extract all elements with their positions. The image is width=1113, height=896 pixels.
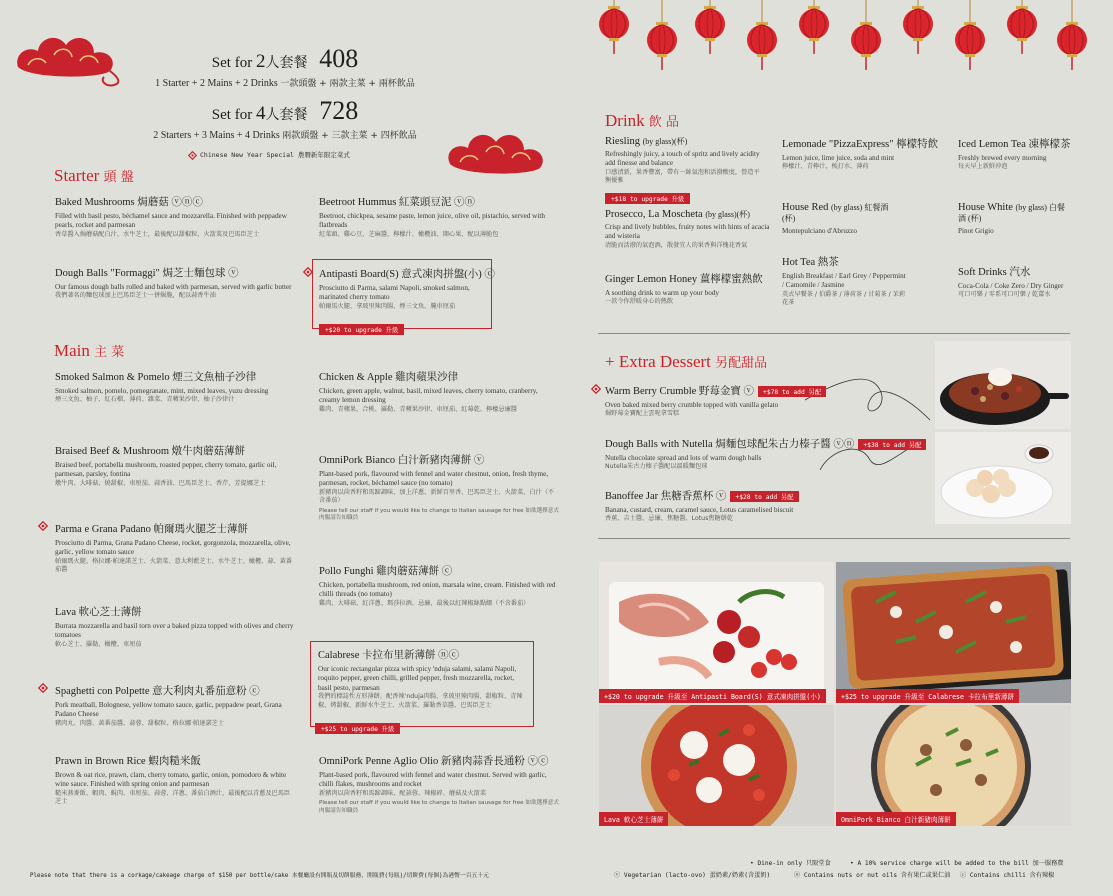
menu-item <box>782 202 892 236</box>
menu-item <box>318 647 528 710</box>
item-desc: A soothing drink to warm up your body <box>605 289 719 297</box>
item-desc: Chicken, green apple, walnut, basil, mixed leaves, cherry tomato, cranberry, creamy lemon dressing <box>319 387 538 405</box>
item-desc-zh: 我們著名的麵包球加上巴馬臣芝士一併焗脆，配以蒜香牛油 <box>55 292 216 300</box>
item-desc: Brown & oat rice, prawn, clam, cherry tomato, garlic, onion, pomodoro & white wine sauce. Finished with spring onion and parmesan <box>55 771 287 789</box>
set-4-detail-zh: 兩款頭盤 + 三款主菜 + 四杯飲品 <box>282 131 417 141</box>
item-desc: Braised beef, portabella mushroom, roasted pepper, cherry tomato, garlic oil, parmesan, parsley, fontina <box>55 461 277 479</box>
set-2-header <box>120 44 450 89</box>
lantern-icon <box>955 0 985 70</box>
photo-caption: +$20 to upgrade 升級至 Antipasti Board(S) 意式凍肉拼盤(小) <box>599 689 826 703</box>
cny-legend <box>188 150 350 160</box>
item-name: Calabrese 卡拉布里新薄餅 ⓝⓒ <box>318 650 460 661</box>
item-desc: Our iconic rectangular pizza with spicy 'nduja salami, salami Napoli, roquito pepper, green chilli, grilled pepper, fresh mozzarella, rocket, basil pesto, parmesan <box>318 665 517 692</box>
menu-item <box>319 452 559 523</box>
upgrade-tag: +$18 to upgrade 升級 <box>605 193 690 204</box>
lantern-icon <box>695 0 725 54</box>
main-title: Main <box>54 341 90 360</box>
item-desc: Beetroot, chickpea, sesame paste, lemon juice, olive oil, pistachio, served with flatbreads <box>319 212 545 230</box>
dine-in-note: • Dine-in only 只限堂食 <box>750 860 831 867</box>
item-desc: Plant-based pork, flavoured with fennel and water chestnut, onion, fresh thyme, parmesan, rocket, béchamel sauce (no tomato) <box>319 470 549 488</box>
lava-pizza-photo <box>599 705 834 826</box>
item-desc: Oven baked mixed berry crumble topped with vanilla gelato <box>605 401 779 409</box>
chinese-knot-icon <box>590 383 602 395</box>
antipasti-image <box>599 562 834 703</box>
item-desc: Montepulciano d'Abruzzo <box>782 227 857 235</box>
item-desc: Chicken, portabella mushroom, red onion, marsala wine, cream. Finished with red chilli threads (no tomato) <box>319 581 556 599</box>
item-desc-zh: 新豬肉以茴香籽和馬蹄調味，加上洋蔥、新鮮百里香、巴馬臣芝士、火箭菜、白汁（不含番茄） <box>319 488 555 505</box>
item-sub: (by glass) 白餐酒 (杯) <box>958 203 1065 223</box>
item-desc-zh: 燉牛肉、大啡菇、燒甜椒、車厘茄、蒜香油、巴馬臣芝士、香芹、芳提娜芝士 <box>55 479 266 487</box>
set-2-count: 2 <box>255 51 266 72</box>
menu-item <box>55 265 295 301</box>
set-4-header <box>120 96 450 141</box>
dessert-title-zh: 另配甜品 <box>715 356 768 371</box>
menu-item <box>55 443 295 488</box>
menu-item <box>319 753 559 815</box>
menu-item <box>319 194 559 239</box>
service-charge-note: • A 10% service charge will be added to the bill 加一服務費 <box>850 860 1064 867</box>
item-name: House White <box>958 202 1013 213</box>
item-desc-zh: 雞肉、大啡菇、紅洋蔥、瑪莎拉酒、忌廉，最後以紅辣椒絲點綴（不含番茄） <box>319 599 530 607</box>
item-desc-zh: 香蕉、吉士醬、忌廉、焦糖醬、Lotus焦糖餅乾 <box>605 515 734 523</box>
item-desc-zh: 糙米燕麥飯、蝦肉、蜆肉、車厘茄、蒜蓉、洋蔥、番茄白酒汁，最後配以青蔥及巴馬臣芝士 <box>55 789 291 806</box>
menu-item <box>958 136 1078 172</box>
set-4-zh: 人套餐 <box>265 107 308 123</box>
item-desc-zh: 口感清新，果香豐富，帶有一絲氣泡和活潑酸度，營造平衡優雅 <box>605 168 760 185</box>
item-name: Antipasti Board(S) 意式凍肉拼盤(小) ⓒ <box>319 269 495 280</box>
set-4-prefix: Set for <box>211 107 256 123</box>
item-desc: English Breakfast / Earl Grey / Peppermint / Camomile / Jasmine <box>782 272 906 290</box>
item-name: Dough Balls "Formaggi" 焗芝士麵包球 ⓥ <box>55 268 239 279</box>
menu-item <box>605 383 925 419</box>
item-desc: Plant-based pork, flavoured with fennel and water chestnut. Served with garlic, chilli flakes, mushrooms and rocket <box>319 771 547 789</box>
item-name: Hot Tea 熱茶 <box>782 257 839 268</box>
chinese-knot-icon <box>188 151 197 160</box>
item-desc: Refreshingly juicy, a touch of spritz and lively acidity add finesse and balance <box>605 150 760 168</box>
corkage-note: Please note that there is a corkage/cakeage charge of $150 per bottle/cake 本餐廳設有開瓶及切餅服務，開瓶費(每瓶)/切餅費(每個)為港幣一百五十元 <box>30 873 489 879</box>
item-desc-zh: 煙三文魚、柚子、紅石榴、薄荷、雜菜、青蘋果沙律、柚子沙律汁 <box>55 396 235 404</box>
menu-item <box>55 194 295 239</box>
item-name: OmniPork Penne Aglio Olio 新豬肉蒜香長通粉 ⓥⓒ <box>319 756 549 767</box>
chinese-knot-icon <box>37 520 49 532</box>
item-desc-zh: 我們的標誌性方形薄餅，配香辣'nduja肉腸、拿玻里辣肉腸、甜椒粒、青辣椒、烤甜椒、新鮮水牛芝士、火箭菜、羅勒香草醬、巴馬臣芝士 <box>318 693 523 709</box>
cny-legend-text: Chinese New Year Special 農曆新年限定菜式 <box>200 151 350 159</box>
photo-caption: Lava 軟心芝士薄餅 <box>599 812 668 826</box>
starter-title-zh: 頭 盤 <box>103 170 134 185</box>
item-desc: Coca-Cola / Coke Zero / Dry Ginger <box>958 282 1064 290</box>
item-desc-zh: 雞肉、青蘋果、合桃、羅勒、青蘋果沙律、車厘茄、紅莓乾、檸檬忌廉醬 <box>319 405 517 413</box>
auspicious-cloud-icon <box>440 120 552 182</box>
lantern-icon <box>799 0 829 54</box>
item-desc: Crisp and lively bubbles, fruity notes with hints of acacia and wisteria <box>605 223 770 241</box>
item-name: Pollo Funghi 雞肉蘑菇薄餅 ⓒ <box>319 566 453 577</box>
menu-item <box>55 753 295 807</box>
item-name: Baked Mushrooms 焗蘑菇 ⓥⓝⓒ <box>55 197 203 208</box>
item-name: Lemonade "PizzaExpress" 檸檬特飲 <box>782 139 939 150</box>
chilli-legend: ⓒ Contains chilli 含有辣椒 <box>960 872 1055 879</box>
lantern-icon <box>851 0 881 70</box>
set-2-price: 408 <box>319 44 359 73</box>
menu-item <box>55 604 295 649</box>
set-4-price: 728 <box>319 96 359 125</box>
menu-item <box>55 369 295 405</box>
item-desc: Prosciutto di Parma, salami Napoli, smoked salmon, marinated cherry tomato <box>319 284 470 302</box>
omnipork-bianco-photo <box>836 705 1071 826</box>
lantern-icon <box>747 0 777 70</box>
item-name: OmniPork Bianco 白汁新豬肉薄餅 ⓥ <box>319 455 485 466</box>
item-desc-zh: 檸檬汁、青檸汁、梳打水、薄荷 <box>782 163 869 171</box>
lantern-icon <box>1007 0 1037 54</box>
add-tag: +$78 to add 另配 <box>758 386 826 397</box>
item-name: Banoffee Jar 焦糖香蕉杯 ⓥ <box>605 491 727 502</box>
item-desc-zh: 帕爾瑪火腿、格拉娜·帕達諾芝士、火箭菜、意大利藍芝士、水牛芝士、橄欖、蒜、黃番茄醬 <box>55 557 293 574</box>
item-desc-zh: 清脆而活潑的氣泡酒，散發宜人的果香與洋槐花香氣 <box>605 241 748 249</box>
item-name: Chicken & Apple 雞肉蘋果沙律 <box>319 372 459 383</box>
menu-item <box>319 563 559 608</box>
item-desc-zh: 帕爾馬火腿、拿玻里辣肉腸、煙三文魚、腌車厘茄 <box>319 302 456 310</box>
omnipork-bianco-image <box>836 705 1071 826</box>
lantern-garland <box>596 0 1096 82</box>
item-sub: (by glass)(杯) <box>642 137 688 146</box>
menu-item <box>958 202 1068 236</box>
menu-item <box>55 683 295 728</box>
berry-crumble-image <box>935 341 1071 429</box>
menu-item <box>782 254 907 308</box>
item-desc-zh: 紅菜頭、雞心豆、芝麻醬、檸檬汁、橄欖油、開心果，配以薄脆包 <box>319 230 499 238</box>
item-sub: (by glass) 紅餐酒 (杯) <box>782 203 889 223</box>
vegetarian-legend: ⓥ Vegetarian (lacto-ovo) 蛋奶素/奶素(含蛋奶) <box>614 872 771 879</box>
item-desc-zh: 每天早上新鮮沖泡 <box>958 163 1008 171</box>
item-desc: Freshly brewed every morning <box>958 154 1047 162</box>
item-name: Spaghetti con Polpette 意大利肉丸番茄意粉 ⓒ <box>55 686 260 697</box>
item-desc-zh: 可口可樂 / 零系可口可樂 / 乾薑水 <box>958 291 1051 299</box>
item-desc: Nutella chocolate spread and lots of warm dough balls <box>605 454 762 462</box>
item-sub: (by glass)(杯) <box>705 210 750 219</box>
item-name: Soft Drinks 汽水 <box>958 267 1031 278</box>
item-desc: Banana, custard, cream, caramel sauce, Lotus caramelised biscuit <box>605 506 794 514</box>
dough-balls-image <box>935 432 1071 524</box>
lantern-icon <box>599 0 629 54</box>
item-desc-zh: 新豬肉以茴香籽和馬蹄調味，配蒜蓉、辣椒碎、蘑菇及火箭菜 <box>319 789 487 797</box>
item-desc: Smoked salmon, pomelo, pomegranate, mint, mixed leaves, yuzu dressing <box>55 387 269 395</box>
lantern-icon <box>647 0 677 70</box>
chinese-knot-icon <box>302 266 314 278</box>
item-note: Please tell our staff if you would like to change to Italian sausage for free 如欲選擇意式肉腸請告知職員 <box>319 800 559 814</box>
photo-caption: OmniPork Bianco 白汁新豬肉薄餅 <box>836 812 956 826</box>
menu-item <box>605 271 775 307</box>
dough-balls-photo <box>935 432 1071 524</box>
item-desc-zh: 軟心芝士、羅勒、橄欖、車厘茄 <box>55 640 142 648</box>
item-name: Braised Beef & Mushroom 燉牛肉蘑菇薄餅 <box>55 446 246 457</box>
item-desc-zh: 一款令你舒暖身心的熱飲 <box>605 298 674 306</box>
menu-item <box>782 136 947 172</box>
drink-section-title <box>605 111 679 131</box>
upgrade-tag: +$20 to upgrade 升級 <box>319 324 404 335</box>
lantern-icon <box>903 0 933 54</box>
item-desc: Our famous dough balls rolled and baked with parmesan, served with garlic butter <box>55 283 292 291</box>
item-name: Ginger Lemon Honey 薑檸檬蜜熱飲 <box>605 274 763 285</box>
set-2-prefix: Set for <box>211 55 256 71</box>
drink-title: Drink <box>605 111 645 130</box>
item-name: House Red <box>782 202 829 213</box>
set-2-detail-zh: 一款頭盤 + 兩款主菜 + 兩杯飲品 <box>280 79 415 89</box>
photo-caption: +$25 to upgrade 升級至 Calabrese 卡拉布里新薄餅 <box>836 689 1019 703</box>
item-name: Iced Lemon Tea 凍檸檬茶 <box>958 139 1071 150</box>
calabrese-image <box>836 562 1071 703</box>
item-name: Warm Berry Crumble 野莓金寶 ⓥ <box>605 386 755 397</box>
item-name: Parma e Grana Padano 帕爾瑪火腿芝士薄餅 <box>55 524 249 535</box>
item-desc-zh: Nutella朱古力榛子醬配以溫暖麵包球 <box>605 463 708 471</box>
item-desc-zh: 英式早餐茶 / 伯爵茶 / 薄荷茶 / 甘菊茶 / 茉莉花茶 <box>782 290 906 307</box>
menu-item <box>605 209 770 250</box>
item-desc: Pork meatball, Bolognese, yellow tomato sauce, garlic, peppadew pearl, Grana Padano Cheese <box>55 701 282 719</box>
item-name: Smoked Salmon & Pomelo 煙三文魚柚子沙律 <box>55 372 257 383</box>
nuts-legend: ⓝ Contains nuts or nut oils 含有果仁或果仁油 <box>794 872 951 879</box>
set-2-zh: 人套餐 <box>265 55 308 71</box>
section-divider <box>598 538 1070 539</box>
chinese-knot-icon <box>37 682 49 694</box>
item-name: Prawn in Brown Rice 蝦肉糙米飯 <box>55 756 201 767</box>
item-desc: Lemon juice, lime juice, soda and mint <box>782 154 895 162</box>
menu-item <box>605 488 925 524</box>
item-name: Lava 軟心芝士薄餅 <box>55 607 142 618</box>
main-section-title <box>54 341 124 361</box>
item-desc: Filled with basil pesto, béchamel sauce and mozzarella. Finished with peppadew pearls, rocket and parmesan <box>55 212 287 230</box>
item-name: Prosecco, La Moscheta <box>605 209 703 220</box>
item-desc-zh: 焗野莓金寶配上雲呢拿雪糕 <box>605 410 680 418</box>
item-name: Riesling <box>605 136 641 147</box>
auspicious-cloud-icon <box>10 25 122 87</box>
lava-pizza-image <box>599 705 834 826</box>
menu-item <box>605 436 930 472</box>
upgrade-tag: +$25 to upgrade 升級 <box>315 723 400 734</box>
starter-section-title <box>54 166 134 186</box>
main-title-zh: 主 菜 <box>94 345 125 360</box>
lantern-icon <box>596 0 1096 82</box>
item-desc: Prosciutto di Parma, Grana Padano Cheese, rocket, gorgonzola, mozzarella, olive, garlic, yellow tomato sauce <box>55 539 291 557</box>
antipasti-photo <box>599 562 834 703</box>
item-note: Please tell our staff if you would like to change to Italian sausage for free 如欲選擇意式肉腸請告知職員 <box>319 508 559 522</box>
item-desc: Pinot Grigio <box>958 227 994 235</box>
item-name: Beetroot Hummus 紅菜頭豆泥 ⓥⓝ <box>319 197 476 208</box>
menu-item <box>958 264 1078 300</box>
menu-item <box>55 521 295 575</box>
set-4-count: 4 <box>255 103 266 124</box>
berry-crumble-photo <box>935 341 1071 429</box>
add-tag: +$28 to add 另配 <box>730 491 798 502</box>
lantern-icon <box>1057 0 1087 70</box>
menu-item <box>605 136 765 205</box>
item-desc-zh: 豬肉丸、肉醬、黃番茄醬、蒜蓉、甜椒粒、格拉娜·帕達諾芝士 <box>55 719 225 727</box>
item-desc-zh: 香草醬入焗蘑菇配白汁、水牛芝士，最後配以甜椒粒、火箭菜及巴馬臣芝士 <box>55 230 260 238</box>
starter-title: Starter <box>54 166 100 185</box>
menu-item <box>319 266 495 311</box>
dessert-section-title <box>605 352 767 372</box>
menu-item <box>319 369 559 414</box>
calabrese-photo <box>836 562 1071 703</box>
section-divider <box>598 333 1070 334</box>
drink-title-zh: 飲 品 <box>648 115 680 130</box>
add-tag: +$38 to add 另配 <box>858 439 926 450</box>
dessert-title: + Extra Dessert <box>605 352 711 371</box>
set-4-detail: 2 Starters + 3 Mains + 4 Drinks <box>153 130 280 141</box>
set-2-detail: 1 Starter + 2 Mains + 2 Drinks <box>155 78 278 89</box>
item-desc: Burrata mozzarella and basil torn over a baked pizza topped with olives and cherry tomatoes <box>55 622 294 640</box>
item-name: Dough Balls with Nutella 焗麵包球配朱古力榛子醬 ⓥⓝ <box>605 439 855 450</box>
